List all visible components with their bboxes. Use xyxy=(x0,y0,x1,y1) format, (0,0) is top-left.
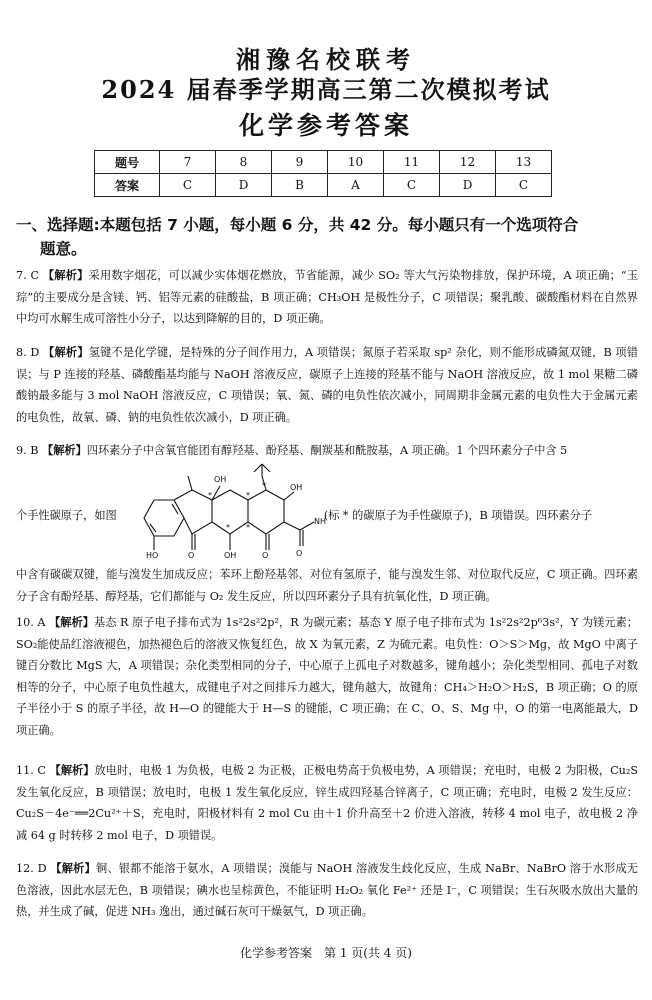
amide-label: NH xyxy=(314,517,326,526)
analysis-text-b-right: (标 * 的碳原子为手性碳原子)，B 项错误。四环素分子 xyxy=(323,509,592,522)
exam-title: 2024 届春季学期高三第二次模拟考试 xyxy=(101,75,551,104)
solution-item-8 xyxy=(16,342,638,428)
answer-cell: D xyxy=(216,174,272,197)
section-heading-line2: 题意。 xyxy=(40,240,87,258)
ring-b xyxy=(212,490,248,534)
analysis-text-a: 四环素分子中含氧官能团有醇羟基、酚羟基、酮羰基和酰胺基，A 项正确。1 个四环素分子中含 5 xyxy=(86,444,568,457)
analysis-text: 采用数字烟花，可以减少实体烟花燃放，节省能源，减少 SO₂ 等大气污染物排放，保护环境，A 项正确；“玉琮”的主要成分是含镁、钙、铝等元素的硅酸盐，B 项正确；CH₃OH 是极性分子，C 项错误；聚乳酸、碳酸酯材料在自然界中均可水解生成可溶性小分子，以达到降解的目的，D 项正确。 xyxy=(16,269,638,325)
section-heading xyxy=(16,213,636,261)
answer-cell: D xyxy=(440,174,496,197)
solution-item-9 xyxy=(16,440,638,462)
solution-item-11 xyxy=(16,760,638,846)
hydroxyl-label: OH xyxy=(290,483,303,492)
question-number-cell: 12 xyxy=(440,151,496,174)
question-number-cell: 11 xyxy=(384,151,440,174)
analysis-text: 铜、银都不能溶于氨水，A 项错误；溴能与 NaOH 溶液发生歧化反应，生成 NaBr、NaBrO 溶于水形成无色溶液，因此水层无色，B 项错误；碘水也呈棕黄色，不能证明 H₂O₂ 氧化 Fe²⁺ 还是 I⁻，C 项错误；生石灰吸水放出大量的热，并生成了碱，促进 NH₃ 逸出，通过碱石灰可干燥氨气，D 项正确。 xyxy=(16,862,638,918)
question-number-cell: 9 xyxy=(272,151,328,174)
chiral-star: * xyxy=(246,491,250,500)
question-number: 10. A xyxy=(16,616,46,629)
answer-table xyxy=(94,150,552,197)
question-number: 12. D xyxy=(16,862,47,875)
solution-item-10 xyxy=(16,612,638,741)
hydroxyl-label: OH xyxy=(224,551,237,560)
ring-a xyxy=(248,490,284,534)
answer-key-title: 化学参考答案 xyxy=(238,111,413,140)
bond-line xyxy=(254,464,262,472)
analysis-tag: 【解析】 xyxy=(50,862,96,875)
hydroxyl-label: OH xyxy=(214,475,227,484)
solution-item-9-line3 xyxy=(16,564,638,607)
question-number-cell: 8 xyxy=(216,151,272,174)
answer-cell: C xyxy=(496,174,552,197)
answer-row xyxy=(95,174,552,197)
question-number-cell: 13 xyxy=(496,151,552,174)
analysis-text-c: 中含有碳碳双键，能与溴发生加成反应；苯环上酚羟基邻、对位有氢原子，能与溴发生邻、对位取代反应，C 项正确。四环素分子含有酚羟基、醇羟基，它们都能与 O₂ 发生反应，所以四环素分子具有抗氧化性，D 项正确。 xyxy=(16,568,638,603)
bond-line xyxy=(300,522,314,530)
analysis-tag: 【解析】 xyxy=(42,444,87,457)
exam-union-title: 湘豫名校联考 xyxy=(236,45,416,74)
question-number-cell: 7 xyxy=(160,151,216,174)
answer-cell: C xyxy=(160,174,216,197)
answer-label: 答案 xyxy=(95,174,160,197)
chiral-star: * xyxy=(226,523,230,532)
chiral-star: * xyxy=(208,491,212,500)
section-heading-line1: 一、选择题:本题包括 7 小题，每小题 6 分，共 42 分。每小题只有一个选项符合 xyxy=(16,216,579,234)
analysis-tag: 【解析】 xyxy=(43,346,89,359)
hydroxyl-label: HO xyxy=(146,551,159,560)
solution-item-12 xyxy=(16,858,638,923)
page-footer: 化学参考答案 第 1 页(共 4 页) xyxy=(240,946,412,960)
oxygen-label: O xyxy=(262,551,269,560)
ring-d xyxy=(144,500,184,536)
bond-line xyxy=(188,476,192,490)
question-number: 7. C xyxy=(16,269,40,282)
analysis-tag: 【解析】 xyxy=(49,616,94,629)
answer-cell: B xyxy=(272,174,328,197)
oxygen-label: O xyxy=(188,551,195,560)
oxygen-label: O xyxy=(296,549,303,558)
question-number-label: 题号 xyxy=(95,151,160,174)
analysis-text: 氢键不是化学键，是特殊的分子间作用力，A 项错误；氮原子若采取 sp² 杂化，则不能形成磷氮双键，B 项错误；与 P 连接的羟基、磷酸酯基均能与 NaOH 溶液反应，碳原子上连接的羟基不能与 NaOH 溶液反应，故 1 mol 果糖二磷酸钠最多能与 3 mol NaOH 溶液反应，C 项错误；氧、氮、磷的电负性依次减小，同周期非金属元素的电负性大于金属元素的电负性，故氧、磷、钠的电负性依次减小，D 项正确。 xyxy=(16,346,638,424)
analysis-tag: 【解析】 xyxy=(42,269,89,282)
tetracycline-structure xyxy=(142,462,332,574)
bond-line xyxy=(262,464,270,472)
question-number: 11. C xyxy=(16,764,46,777)
chiral-star: * xyxy=(246,523,250,532)
answer-cell: C xyxy=(384,174,440,197)
analysis-text-b-left: 个手性碳原子，如图 xyxy=(16,509,117,522)
chiral-star: * xyxy=(262,481,266,490)
bond-line xyxy=(284,522,300,530)
ring-c xyxy=(174,490,212,534)
answer-cell: A xyxy=(328,174,384,197)
question-number: 8. D xyxy=(16,346,40,359)
analysis-text: 基态 R 原子电子排布式为 1s²2s²2p²，R 为碳元素；基态 Y 原子电子排布式为 1s²2s²2p⁶3s²，Y 为镁元素；SO₂能使品红溶液褪色，加热褪色后的溶液又恢复红色，故 X 为氧元素，Z 为硫元素。电负性：O＞S＞Mg，故 MgO 中离子键百分数比 MgS 大，A 项错误；杂化类型相同的分子，中心原子上孤电子对数越多，键角越小；杂化类型相同、孤电子对数相等的分子，中心原子电负性越大，成键电子对之间排斥力越大，键角越大，故键角：CH₄＞H₂O＞H₂S，B 项正确；O 的原子半径小于 S 的原子半径，故 H—O 的键能大于 H—S 的键能，C 项正确；在 C、O、S、Mg 中，O 的第一电离能最大，D 项正确。 xyxy=(16,616,638,737)
solution-item-7 xyxy=(16,265,638,330)
question-number: 9. B xyxy=(16,444,39,457)
analysis-tag: 【解析】 xyxy=(49,764,95,777)
bond-line xyxy=(284,492,294,500)
analysis-text: 放电时，电极 1 为负极，电极 2 为正极，正极电势高于负极电势，A 项错误；充电时，电极 2 为阳极，Cu₂S 发生氧化反应，B 项错误；放电时，电极 1 发生氧化反应，锌生成四羟基合锌离子，C 项正确；充电时，电极 2 发生反应：Cu₂S－4e⁻══2Cu²⁺＋S，充电时，阳极材料有 2 mol Cu 由＋1 价升高至＋2 价进入溶液，转移 4 mol 电子，故电极 2 净减 64 g 时转移 2 mol 电子，D 项错误。 xyxy=(16,764,638,842)
question-number-row xyxy=(95,151,552,174)
question-number-cell: 10 xyxy=(328,151,384,174)
